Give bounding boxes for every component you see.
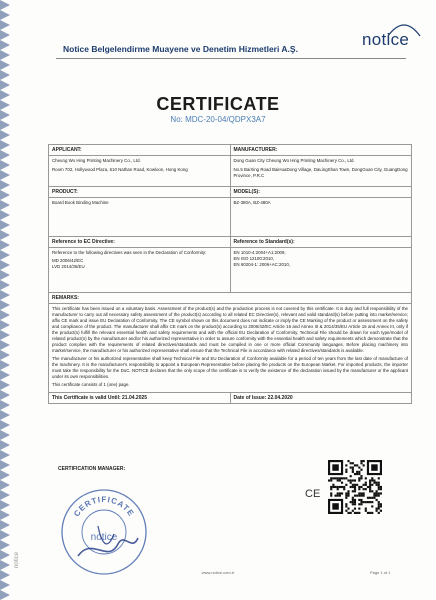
directive-item: MD 2006/42/EC — [52, 258, 84, 263]
manufacturer-cell — [230, 156, 412, 187]
side-brand-label: notice — [14, 551, 20, 568]
ce-mark-icon: CE — [305, 488, 321, 500]
footer-url: www.notice.com.tr — [201, 570, 235, 575]
svg-text:CERTIFICATE — [72, 495, 136, 518]
standard-item: EN 60204-1: 2006+AC:2010, — [233, 262, 291, 267]
models-cell — [230, 198, 412, 237]
applicant-name: Cheung Wo Hing Printing Machinery Co., Ltd. — [52, 158, 141, 163]
issue-date: Date of Issue: 22.04.2020 — [230, 393, 412, 404]
certification-manager-label: CERTIFICATION MANAGER: — [58, 466, 126, 472]
certificate-number: No: MDC-20-04/QDPX3A7 — [170, 115, 266, 124]
manufacturer-label-cell — [230, 145, 412, 156]
product-label-cell — [49, 187, 231, 198]
remarks-paragraph: This certificate has been issued on a voluntary basis. Assessment of the product(s) and the production process is not covered by this certificate. It is duty and full responsibility of the manufacturer to carry out all necessary safety assessment of the product(s) according to all related EC Directive(s), relevant and valid standard(s) before putting into market/service; affix CE mark and issue EU Declaration of Conformity. The CE symbol shown on this document does not indicate or imply the CE Marking of the product or assessment on the safety and compliance of the product. The manufacturer shall affix CE mark on the product(s) according to 2006/42/EC Article 16 and Annex III & 2014/35/EU Article 16 and Annex III, only if the product(s) fulfill the relevant essential health and safety requirements and with the official EU Declaration of Conformity. Technical File should be drawn for each type/model of related product(s) by the manufacturer and/or his authorized representative in order to assure conformity with the essential health and safety requirements which demonstrate that the product complies with the requirements of related directives/standards and must be compiled in one or more official Community languages. Before placing machinery into market/service, the manufacturer or his authorized representative shall ensure that the Technical File in accordance with related directives/standards is available. — [52, 306, 408, 353]
remarks-paragraph: The manufacturer or his authorized representative shall keep Technical File and EU Declaration of Conformity available for a period of ten years from the last date of manufacture of the machinery. It is the manufacturer's responsibility to appoint a European Representative before placing the products on the European Market. For imported products, the importer must take the responsibility for the DoC. NOTICE declares that the only scope of the certificate is to verify the existence of the declaration issued by the manufacturer or the applicant under its own responsibilities. — [52, 356, 408, 379]
standards-label-cell — [230, 237, 412, 248]
qr-code-icon — [328, 460, 382, 514]
header-divider — [56, 58, 406, 59]
manufacturer-address: No.5 BaiXing Road BaiHuaDong Village, DaLingShan Town, DongGuan City, GuangDong Province, P.R.C — [233, 167, 408, 178]
certificate-title: CERTIFICATE — [156, 94, 280, 114]
applicant-cell — [49, 156, 231, 187]
product-label: PRODUCT: — [52, 189, 78, 195]
product-cell — [49, 198, 231, 237]
models-label-cell — [230, 187, 412, 198]
brand-logo: notice — [362, 30, 410, 49]
directive-cell — [49, 248, 231, 293]
applicant-label-cell — [49, 145, 231, 156]
remarks-paragraph: This certificate consists of 1 (one) page. — [52, 382, 130, 387]
directive-label-cell — [49, 237, 231, 248]
manufacturer-name: Dong Guan City Cheung Wo Hing Printing Machinery Co., Ltd. — [233, 158, 355, 163]
decorative-border — [0, 0, 12, 600]
remarks-label: REMARKS: — [52, 295, 79, 301]
company-name: Notice Belgelendirme Muayene ve Denetim Hizmetleri A.Ş. — [63, 44, 298, 54]
remarks-label-cell — [49, 293, 412, 304]
standard-item: EN 1010-4:2004+A1:2009, — [233, 250, 286, 255]
stamp-seal-icon — [58, 486, 150, 578]
certificate-table — [48, 144, 412, 404]
manufacturer-label: MANUFACTURER: — [233, 147, 278, 153]
standards-cell — [230, 248, 412, 293]
applicant-label: APPLICANT: — [52, 147, 82, 153]
directive-intro: Reference to the following directives was seen in the Declaration of Conformity: — [52, 250, 207, 255]
stamp-text: CERTIFICATE — [72, 494, 136, 519]
product-value: Board Book Binding Machine — [52, 200, 109, 205]
standard-item: EN ISO 12100:2010, — [233, 256, 275, 261]
stamp-logo: notice — [90, 532, 118, 543]
models-label: MODEL(S): — [233, 189, 260, 195]
directive-item: LVD 2014/35/EU — [52, 264, 85, 269]
footer-page-number: Page 1 of 1 — [370, 570, 391, 575]
directive-label: Reference to EC Directive: — [52, 239, 115, 245]
remarks-cell — [49, 304, 412, 393]
applicant-address: Room 702, Hollywood Plaza, 610 Nathan Road, Kowloon, Hong Kong — [52, 167, 188, 172]
models-value: BZ-380A, BZ-480A — [233, 200, 271, 205]
standards-label: Reference to Standard(s): — [233, 239, 295, 245]
valid-until: This Certificate is valid Until: 21.04.2025 — [49, 393, 231, 404]
